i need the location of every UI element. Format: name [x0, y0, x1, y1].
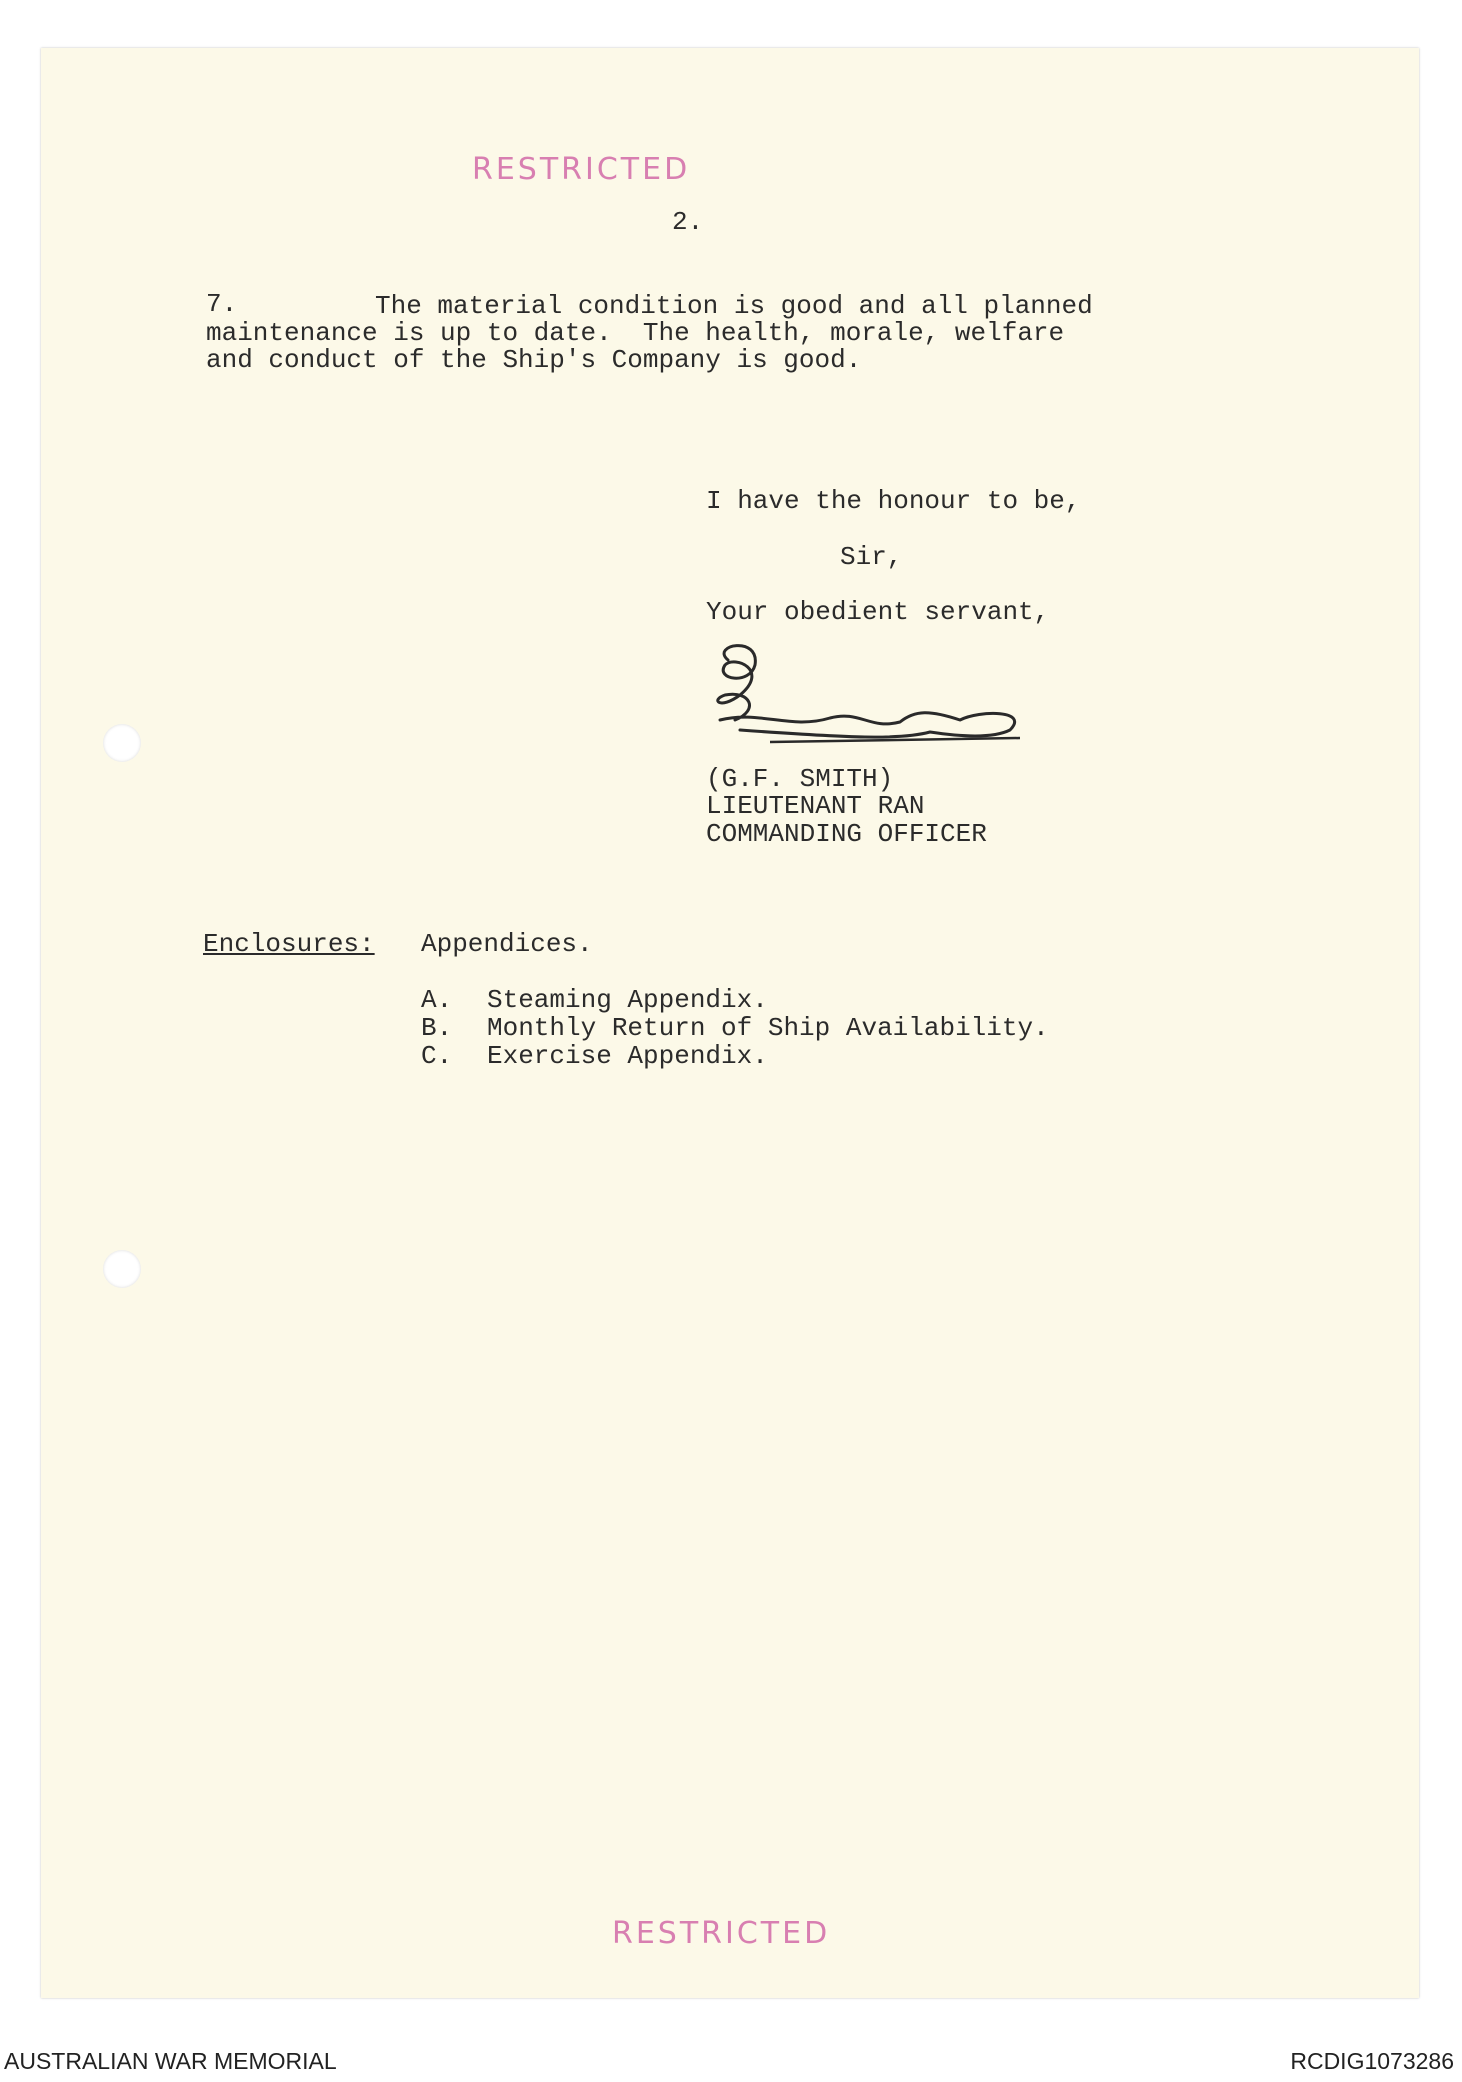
paragraph-line-2: maintenance is up to date. The health, morale, welfare [206, 318, 1065, 348]
signatory-name: (G.F. SMITH) [706, 764, 894, 794]
enclosures-title: Appendices. [421, 929, 593, 959]
signature [700, 640, 1040, 750]
paragraph-line-1: The material condition is good and all planned [375, 291, 1093, 321]
signatory-rank: LIEUTENANT RAN [706, 791, 925, 821]
enclosures-label: Enclosures: [203, 929, 375, 959]
paragraph-number: 7. [206, 289, 238, 319]
punch-hole-top [103, 724, 141, 762]
closing-honour: I have the honour to be, [706, 486, 1081, 516]
enclosure-letter-c: C. [421, 1041, 453, 1071]
enclosure-item-b: Monthly Return of Ship Availability. [487, 1013, 1049, 1043]
punch-hole-bottom [103, 1250, 141, 1288]
enclosure-letter-b: B. [421, 1013, 453, 1043]
restricted-stamp-top: RESTRICTED [472, 152, 691, 187]
restricted-stamp-bottom: RESTRICTED [612, 1916, 831, 1951]
page-number: 2. [672, 207, 704, 237]
enclosure-item-a: Steaming Appendix. [487, 985, 768, 1015]
enclosure-letter-a: A. [421, 985, 453, 1015]
paragraph-line-3: and conduct of the Ship's Company is good. [206, 345, 862, 375]
footer-record-id: RCDIG1073286 [1290, 2048, 1454, 2074]
enclosure-item-c: Exercise Appendix. [487, 1041, 768, 1071]
signatory-role: COMMANDING OFFICER [706, 819, 987, 849]
closing-sir: Sir, [840, 542, 903, 572]
footer-source: AUSTRALIAN WAR MEMORIAL [4, 2048, 337, 2074]
closing-servant: Your obedient servant, [706, 597, 1050, 627]
